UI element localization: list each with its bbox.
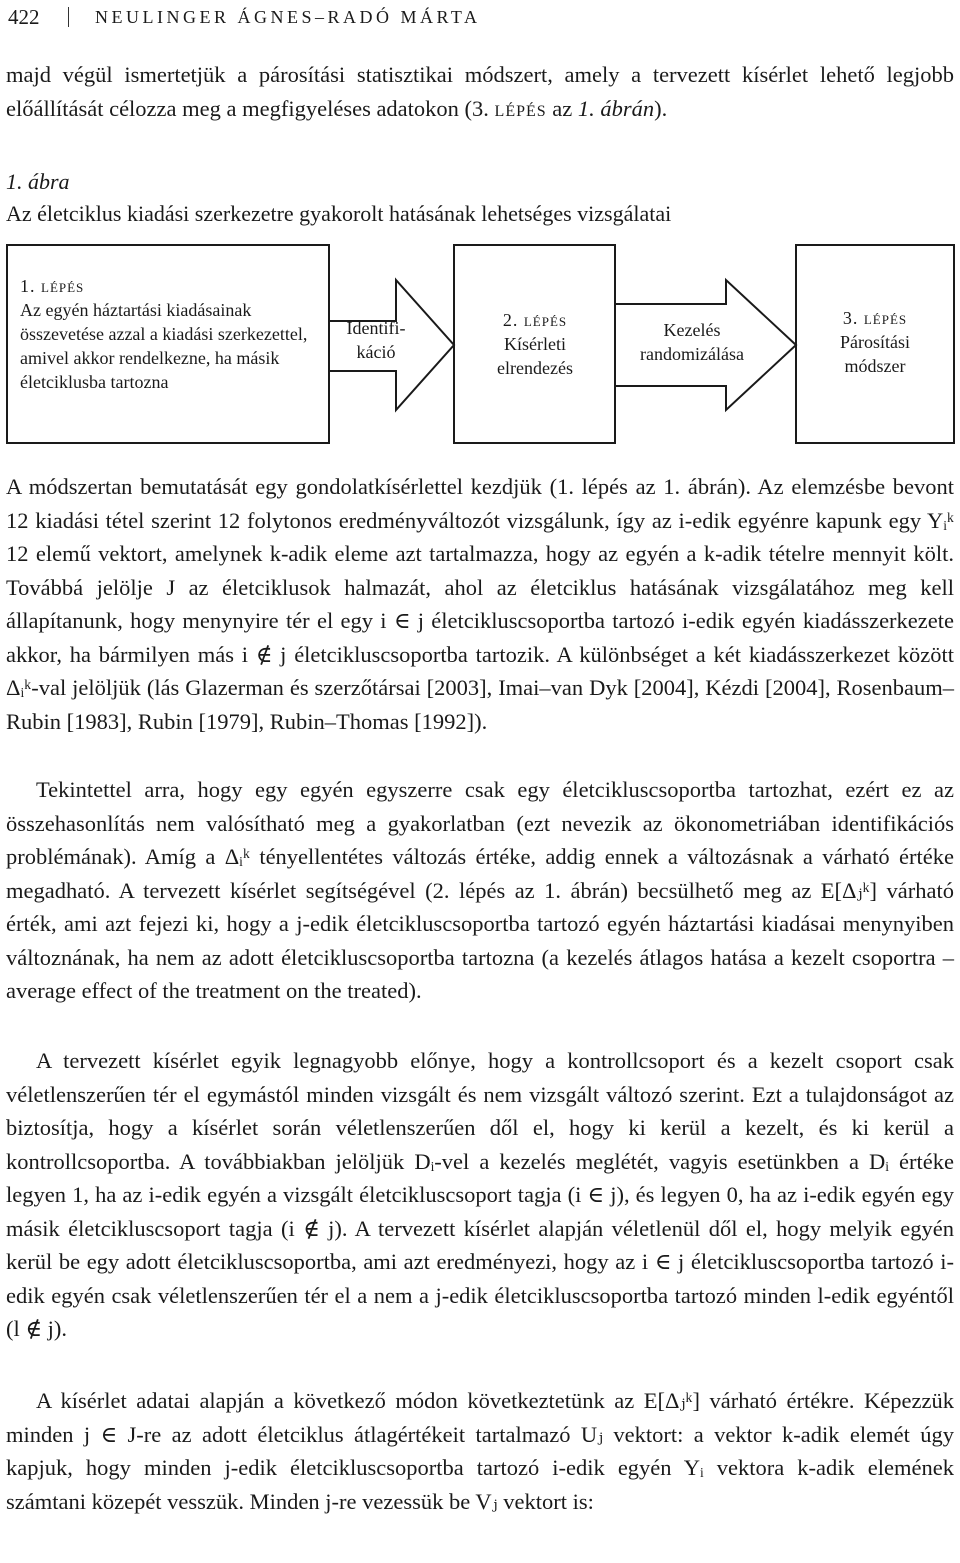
figure-title: Az életciklus kiadási szerkezetre gyakorolt hatásának lehetséges vizsgálatai [6,201,672,226]
intro-figure-ref: 1. ábrán [577,95,655,121]
step2-text: Kísérleti elrendezés [497,334,573,378]
intro-text: majd végül ismertetjük a párosítási statisztikai módszert, amely a tervezett kísérlet lehető legjobb előállítását célozza meg a megfigyeléses adatokon (3. [6,62,954,121]
identification-label: Identifi- káció [346,318,406,362]
figure-number: 1. ábra [6,169,70,194]
page-header [8,0,952,34]
step3-text: Párosítási módszer [840,332,910,376]
paragraph-4: A kísérlet adatai alapján a következő módon következtetünk az E[Δⱼᵏ] várható értékre. Képezzük minden j ∈ J-re az adott életciklus átlagértékeit tartalmazó Uⱼ vektort: a vektor k-adik elemét úgy kapjuk, hogy minden j-edik életcikluscsoportba tartozó i-edik egyén Yᵢ vektora k-adik elemének számtani közepét vesszük. Minden j-re vezessük be Vⱼ vektort is: [6,1388,954,1514]
intro-text-2: az [546,95,578,121]
running-head-authors: NEULINGER ÁGNES–RADÓ MÁRTA [95,6,481,27]
intro-text-end: ). [654,95,668,121]
step3-label [804,306,946,378]
step2-label [462,308,608,380]
step1-text: Az egyén háztartási kiadásainak összevetése azzal a kiadási szerkezettel, amivel akkor rendelkezne, ha másik életciklusba tartozna [20,300,308,392]
header-divider [68,7,69,27]
randomization-label: Kezelés randomizálása [640,320,744,364]
step1-title: 1. lépés [20,276,85,296]
paragraph-3: A tervezett kísérlet egyik legnagyobb előnye, hogy a kontrollcsoport és a kezelt csoport csak véletlenszerűen tér el egymástól minden vizsgált és nem vizsgált változó szerint. Ezt a tulajdonságot az biztosítja, hogy a kísérlet során véletlenszerűen dől el, hogy ki kerül a kezelt, és ki kerül a kontrollcsoportba. A továbbiakban jelöljük Dᵢ-vel a kezelés meglétét, vagyis esetünkben a Dᵢ értéke legyen 1, ha az i-edik egyén a vizsgált életcikluscsoport tagja (i ∈ j), és legyen 0, ha az i-edik egyén egy másik életcikluscsoport tagja (i ∉ j). A tervezett kísérlet alapján véletlenül dől el, hogy melyik egyén kerül be egy adott életcikluscsoportba, ami azt eredményezi, hogy az i ∈ j életcikluscsoportba tartozó i-edik egyén csak véletlenszerűen tér el a nem a j-edik életcikluscsoportba tartozó minden l-edik egyéntől (l ∉ j). [6,1048,954,1341]
step1-label [20,274,320,394]
page-number: 422 [8,4,40,29]
paragraph-2: Tekintettel arra, hogy egy egyén egyszerre csak egy életcikluscsoportba tartozhat, ezért ez az összehasonlítás nem valósítható meg a gyakorlatban (ezt nevezik az ökonometriában identifikációs problémának). Amíg a Δᵢᵏ tényellentétes változás értéke, addig ennek a változásnak a várható értéke megadható. A tervezett kísérlet segítségével (2. lépés az 1. ábrán) becsülhető meg az E[Δⱼᵏ] várható érték, ami azt fejezi ki, hogy a j-edik életcikluscsoportba tartozó egyén háztartási kiadásai menynyiben változnának, ha nem az adott életcikluscsoportba tartozna (a kezelés átlagos hatása a kezelt csoportra – average effect of the treatment on the treated). [6,777,954,1003]
flow-diagram [6,244,955,444]
step2-title: 2. lépés [502,310,568,330]
intro-step-word: lépés [494,95,547,121]
figure-caption [6,166,671,230]
step3-title: 3. lépés [842,308,908,328]
paragraph-1: A módszertan bemutatását egy gondolatkísérlettel kezdjük (1. lépés az 1. ábrán). Az elemzésbe bevont 12 kiadási tétel szerint 12 folytonos eredményváltozót vizsgálunk, így az i-edik egyénre kapunk egy Yᵢᵏ 12 elemű vektort, amelynek k-adik eleme azt tartalmazza, hogy az egyén a k-adik tételre mennyit költ. Továbbá jelölje J az életciklusok halmazát, ahol az életciklus hatásának vizsgálatához meg kell állapítanunk, hogy menynyire tér el egy i ∈ j életcikluscsoportba tartozó i-edik egyén kiadásszerkezete akkor, ha bármilyen más i ∉ j életcikluscsoportba tartozik. A különbséget a két kiadásszerkezet között Δᵢᵏ-val jelöljük (lás Glazerman és szerzőtársai [2003], Imai–van Dyk [2004], Kézdi [2004], Rosenbaum–Rubin [1983], Rubin [1979], Rubin–Thomas [1992]). [6,474,954,734]
intro-paragraph [6,58,954,125]
